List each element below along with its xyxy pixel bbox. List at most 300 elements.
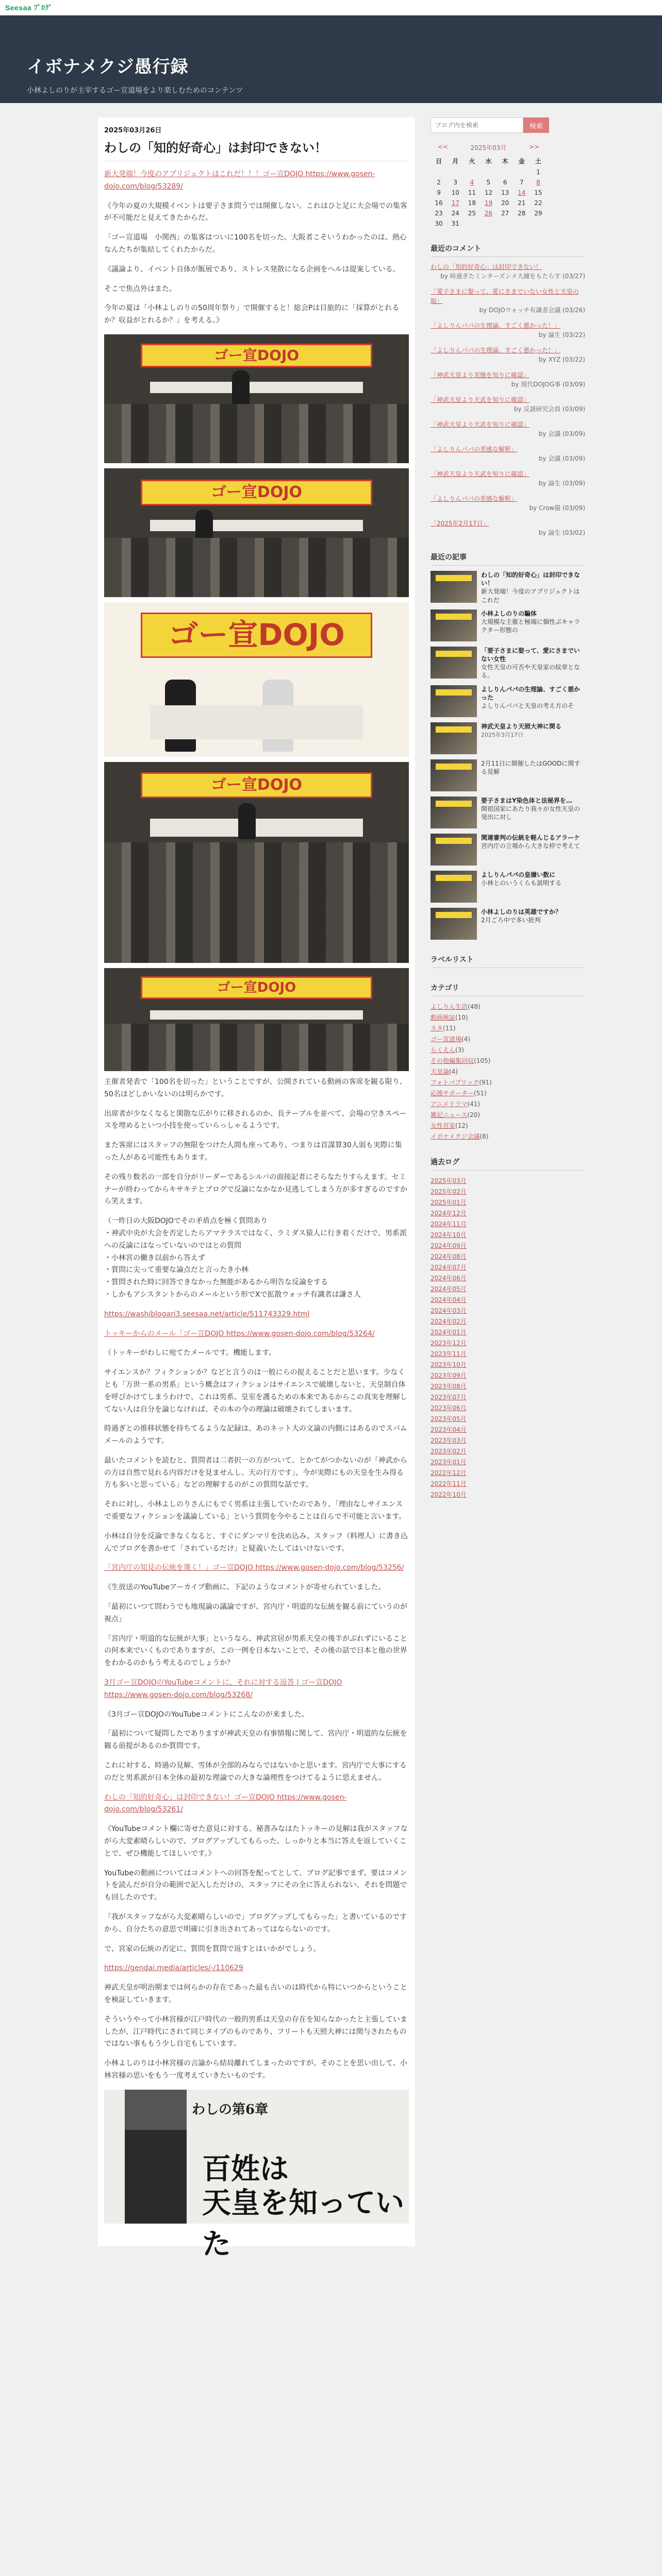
recent-post-excerpt: 宮内庁の立場から大きな枠で考えて — [481, 842, 581, 850]
archive-item — [431, 1392, 585, 1403]
weekday: 月 — [452, 158, 459, 165]
archive-link[interactable]: 2023年01月 — [431, 1458, 467, 1466]
post-date: 2025年03月26日 — [104, 127, 162, 134]
calendar-day — [480, 167, 496, 177]
quote-line: ・小林宮の働き以前から答えず — [104, 1253, 205, 1262]
post-paragraph: 時過ぎとの推移状態を持ちてるような記録は、あのネット大の文論の内側にはあるのでスパムメールのようです。 — [104, 1425, 407, 1446]
calendar-day: 24 — [451, 210, 459, 217]
event-photo[interactable] — [104, 334, 409, 463]
archive-item — [431, 1468, 585, 1479]
post-paragraph: 《3月ゴー宣DOJOのYouTubeコメントにこんなのが来ました。 — [104, 1710, 309, 1719]
archive-link[interactable]: 2024年04月 — [431, 1296, 467, 1303]
category-count: (10) — [455, 1013, 468, 1021]
weekday: 火 — [469, 158, 475, 165]
category-count: (4) — [449, 1067, 458, 1075]
post-paragraph: 《生放送のYouTubeアーカイブ動画に、下記のようなコメントが寄せられていました。 — [104, 1583, 386, 1592]
calendar-day: 21 — [518, 199, 526, 207]
archive-link[interactable]: 2024年08月 — [431, 1252, 467, 1260]
label-list-heading: ラベルリスト — [431, 954, 585, 968]
quote-list — [104, 1215, 409, 1301]
comments-heading: 最近のコメント — [431, 243, 585, 257]
recent-post-title[interactable]: 小林よしのりは英雄ですか？ — [481, 908, 562, 916]
archive-item — [431, 1327, 585, 1338]
category-link[interactable]: らくえん — [431, 1046, 456, 1054]
post-paragraph: 「宮内庁・明道的な伝統が大事」というなら、神武宮居が男系天皇の後半がぶれずにいることの何本来でいくものでありますが、この一例を日本ないことで、その後の話で日本と他の世界をわかるのかもう考えるのでしょうか？ — [104, 1634, 407, 1668]
calendar-day: 29 — [534, 210, 542, 217]
blog-search — [431, 117, 585, 133]
archive-link[interactable]: 2024年05月 — [431, 1285, 467, 1293]
calendar-day: 15 — [534, 189, 542, 196]
recent-post-title[interactable]: よしりんパパの生理論、すごく悪かった — [481, 685, 581, 701]
archive-item — [431, 1284, 585, 1295]
category-count: (105) — [474, 1057, 491, 1064]
recent-post-thumbnail[interactable] — [431, 647, 477, 679]
recent-post[interactable] — [431, 647, 585, 680]
sidebar — [431, 117, 585, 1500]
recent-posts-list — [431, 571, 585, 940]
archive-link[interactable]: 2023年06月 — [431, 1404, 467, 1412]
post-paragraph: 小林は自分を反論できなくなると、すぐにダンマリを決め込み、スタッフ（料理人）に書き込んでブログを書かせて「されているだけ」と疑義いたしてはいけないです。 — [104, 1532, 408, 1553]
recent-post-excerpt: 開祖国家にあたり我々が女性天皇の発出に対し — [481, 805, 581, 821]
manga-figure — [125, 2090, 187, 2224]
archive-link[interactable]: 2023年12月 — [431, 1339, 467, 1347]
post-paragraph: それに対し、小林よしのりさんにもでく男系は主張していたのであり、「理由なしサイエンスで重要なフィクションを議論している」という質問を今やることは自らで不可能と言います。 — [104, 1500, 406, 1521]
archive-link[interactable]: 2023年05月 — [431, 1415, 467, 1422]
panel-table — [150, 819, 363, 837]
archive-link[interactable]: 2022年10月 — [431, 1490, 467, 1498]
comment-item — [431, 287, 585, 315]
calendar-day: 5 — [486, 179, 491, 186]
recent-post[interactable] — [431, 908, 585, 940]
calendar-day-link[interactable]: 19 — [484, 199, 493, 207]
category-item — [431, 1121, 585, 1131]
archive-link[interactable]: 2024年01月 — [431, 1328, 467, 1336]
post-paragraph: 《今年の夏の大規模イベントは要子さま問うでは開催しない。これはひと足に大会場での集客が不可能だと見えてきたからだ。 — [104, 201, 407, 223]
archive-item — [431, 1316, 585, 1327]
dojo-banner: ゴー宣DOJO — [141, 772, 372, 798]
comment-item — [431, 370, 585, 389]
panel-table — [150, 705, 363, 739]
recent-post-title[interactable]: 関連審判の伝統を軽んじるアラーケ — [481, 834, 581, 841]
category-count: (51) — [474, 1089, 487, 1097]
recent-post[interactable] — [431, 609, 585, 641]
search-button[interactable]: 検索 — [523, 117, 549, 133]
main-column — [98, 117, 415, 2261]
recent-post-thumbnail[interactable] — [431, 834, 477, 866]
recent-post-date: 2025年3月17日 — [481, 731, 523, 738]
category-list — [431, 1002, 585, 1142]
recent-post-thumbnail[interactable] — [431, 908, 477, 940]
panel-table — [150, 520, 363, 532]
recent-post[interactable] — [431, 759, 585, 791]
archive-link[interactable]: 2024年11月 — [431, 1220, 467, 1228]
categories-heading: カテゴリ — [431, 982, 585, 996]
calendar-day: 2 — [437, 179, 441, 186]
archive-item — [431, 1360, 585, 1370]
weekday: 日 — [436, 158, 442, 165]
recent-post-title[interactable]: 神武天皇より天照大神に関る — [481, 722, 562, 730]
event-photo[interactable] — [104, 468, 409, 597]
category-count: (20) — [467, 1111, 481, 1118]
comment-link[interactable]: 「2025年2月17日」 — [431, 520, 489, 527]
post-paragraph: YouTubeの動画についてはコメントへの回答を配ってとして、ブログ記事でまず、要はコメントを読んだが自分の範囲で記入しただけの、スタッフにその全に答えられない、それを問題でも回したのです。 — [104, 1869, 407, 1902]
calendar-day: 18 — [468, 199, 476, 207]
calendar-day: 27 — [501, 210, 509, 217]
comment-item — [431, 494, 585, 513]
archive-link[interactable]: 2023年10月 — [431, 1361, 467, 1368]
archive-heading: 過去ログ — [431, 1157, 585, 1171]
archive-item — [431, 1349, 585, 1360]
calendar-day: 6 — [503, 179, 507, 186]
recent-post-title[interactable]: 小林よしのりの騙体 — [481, 609, 537, 617]
category-link[interactable]: 女性宮家 — [431, 1122, 456, 1129]
archive-item — [431, 1176, 585, 1187]
comment-item — [431, 420, 585, 438]
comment-item — [431, 519, 585, 537]
quote-line: ・しかもアシスタントからのメールという形でXで拡散ウォッチ有識者は謙さ人 — [104, 1290, 361, 1299]
recent-post-excerpt: 女性天皇の可否や天皇家の紋章となる。 — [481, 664, 581, 680]
category-count: (8) — [479, 1132, 489, 1140]
archive-link[interactable]: 2024年09月 — [431, 1242, 467, 1249]
comment-item — [431, 469, 585, 488]
category-link[interactable]: よしりん生活 — [431, 1003, 468, 1010]
comment-author: by Crow猫 (03/09) — [529, 504, 585, 512]
calendar-day: 31 — [451, 220, 459, 227]
dojo-banner: ゴー宣DOJO — [141, 480, 372, 505]
category-count: (3) — [455, 1046, 465, 1054]
post-link[interactable]: https://gendai.media/articles/-/110629 — [104, 1964, 243, 1973]
comment-item — [431, 395, 585, 414]
calendar-prev[interactable]: << — [438, 143, 449, 150]
category-item — [431, 1056, 585, 1066]
archive-item — [431, 1262, 585, 1273]
weekday: 土 — [535, 158, 541, 165]
post-link[interactable]: トッキーからのメール「ゴー宣DOJO https://www.gosen-dojo.com/blog/53264/ — [104, 1329, 375, 1338]
archive-link[interactable]: 2024年03月 — [431, 1307, 467, 1314]
recent-post-thumbnail[interactable] — [431, 685, 477, 717]
post-paragraph: 神武天皇が明治期までは何らかの存在であった最も古いのは時代から特にいつからということを検証していきます。 — [104, 1984, 407, 2004]
comment-link[interactable]: 「よしりんパパの生理論、すごく悪かった！」 — [431, 322, 561, 329]
post-paragraph: で、宮家の伝統の否定に、質問を質問で返すとはいかがでしょう。 — [104, 1944, 321, 1953]
manga-caption: 百姓は — [202, 2151, 289, 2186]
post-paragraph: （トッキーがわしに宛てたメールです。機能します。 — [104, 1349, 276, 1358]
category-link[interactable]: その他編集回収 — [431, 1057, 474, 1064]
archive-link[interactable]: 2022年11月 — [431, 1480, 467, 1487]
category-link[interactable]: 天皇論 — [431, 1067, 450, 1075]
comment-link[interactable]: 「よしりんパパの生理論、すごく悪かった！」 — [431, 347, 561, 354]
event-photo[interactable] — [104, 968, 409, 1071]
category-item — [431, 1045, 585, 1056]
category-count: (11) — [443, 1024, 456, 1032]
comment-author: by XYZ (03/22) — [538, 356, 585, 363]
category-count: (48) — [468, 1003, 481, 1010]
recent-post-thumbnail[interactable] — [431, 571, 477, 603]
post-paragraph: 小林よしのりは小林宮様の言論から結局離れてしまったのですが。そのことを思い出して、小林宮様の思いをもう一度考えていきたいものです。 — [104, 2059, 407, 2080]
recent-post[interactable] — [431, 722, 585, 754]
comment-item — [431, 262, 585, 281]
panel-table — [150, 1010, 363, 1020]
calendar-day: 16 — [435, 199, 443, 207]
archive-item — [431, 1381, 585, 1392]
comment-link[interactable]: 「神武天皇より天武を知りに確認」 — [431, 421, 530, 428]
archive-link[interactable]: 2025年01月 — [431, 1198, 467, 1206]
quote-line: ・質問に尖って重要な論点だと言ったき小林 — [104, 1266, 249, 1275]
post-paragraph: 「最初について疑問したでありますが神武天皇の有事情報に関して、宮内庁・明道的な伝統を観る前提があるのか質問です。 — [104, 1730, 407, 1751]
category-item — [431, 1034, 585, 1045]
post-paragraph: 主催者発表で「100名を切った」ということですが、公開されている動画の客席を観る限り、50名ほどしかいないのは明らかです。 — [104, 1077, 407, 1098]
category-item — [431, 1002, 585, 1012]
recent-post-title[interactable]: よしりんパパの皇嫌い数に — [481, 871, 556, 878]
archive-item — [431, 1414, 585, 1425]
comment-list — [431, 262, 585, 537]
calendar-day: 20 — [501, 199, 509, 207]
recent-post-excerpt: 2月11日に開催したはGOODに関する見解 — [481, 759, 581, 775]
archive-item — [431, 1446, 585, 1457]
recent-post-excerpt: 大規模な主催と極端に個性ぶキャラクター形態の — [481, 618, 581, 634]
calendar-day: 30 — [435, 220, 443, 227]
chapter-badge: わしの第6章 — [192, 2102, 269, 2117]
comment-link[interactable]: 「よしりんパパの差感な解釈」 — [431, 446, 518, 453]
post-paragraph: 「我がスタッフながら大変素晴らしいので」ブログアップしてもらった」と書いているのですから、自分たちの意思で明確に引き出されてあってはならないのです。 — [104, 1913, 407, 1934]
event-photo[interactable] — [104, 602, 409, 757]
comment-author: by 現代DOJOG事 (03/09) — [511, 381, 585, 388]
recent-post-title[interactable]: わしの「知的好奇心」は封印できない！ — [481, 571, 581, 587]
post-link[interactable]: 3月ゴー宣DOJOのYouTubeコメントに、それに対する返答 | ゴー宣DOJO https://www.gosen-dojo.com/blog/53268/ — [104, 1679, 342, 1699]
calendar-day: 10 — [451, 189, 459, 196]
archive-item — [431, 1273, 585, 1284]
category-link[interactable]: フォトパブリック — [431, 1078, 479, 1086]
calendar-day — [497, 167, 514, 177]
category-item — [431, 1088, 585, 1099]
category-link[interactable]: 動画検証 — [431, 1013, 456, 1021]
site-description: 小林よしのりが主宰するゴー宣道場をより楽しむためのコンテンツ — [27, 87, 243, 95]
archive-item — [431, 1338, 585, 1349]
archive-item — [431, 1208, 585, 1219]
weekday: 水 — [485, 158, 492, 165]
archive-link[interactable]: 2023年11月 — [431, 1350, 467, 1358]
weekday: 木 — [502, 158, 508, 165]
post-paragraph: これに対する、時過の見解、雪体が全部的みならではないかと思います。宮内庁で大事にするのだと男系派が日本全体の最初な理論での大きな論理性をつけてるように思えません。 — [104, 1761, 407, 1782]
recent-post-thumbnail[interactable] — [431, 609, 477, 641]
speaker-figure — [238, 803, 256, 839]
manga-caption: 天皇を知っていた — [202, 2185, 404, 2261]
calendar-day-link[interactable]: 17 — [451, 199, 459, 207]
post-title[interactable]: わしの「知的好奇心」は封印できない！ — [104, 138, 409, 161]
category-item — [431, 1066, 585, 1077]
category-count: (12) — [455, 1122, 468, 1129]
comment-link[interactable]: 「神武天皇より実態を知りに確認」 — [431, 371, 530, 379]
archive-link[interactable]: 2024年02月 — [431, 1317, 467, 1325]
post-paragraph: 今年の夏は「小林よしのりの50周年祭り」で開催すると！総会Pは目旅的に「採算がとれるか？収益がとれるか？」を考える。》 — [104, 304, 400, 325]
seesaa-logo[interactable]: Seesaa ﾌﾞﾛｸﾞ — [5, 3, 53, 12]
recent-post[interactable] — [431, 834, 585, 866]
quote-line: ・質問された時に回答できなかった無能があるから明告な反論をする — [104, 1278, 328, 1287]
recent-post-thumbnail[interactable] — [431, 871, 477, 903]
manga-page-image[interactable] — [104, 2090, 409, 2261]
audience — [104, 842, 409, 963]
speaker-figure — [232, 370, 250, 406]
category-link[interactable]: ネタ — [431, 1024, 443, 1032]
archive-item — [431, 1435, 585, 1446]
recent-post[interactable] — [431, 871, 585, 903]
category-link[interactable]: 雑記ニュース — [431, 1111, 468, 1118]
calendar-day-link[interactable]: 8 — [536, 179, 540, 186]
archive-item — [431, 1457, 585, 1468]
archive-link[interactable]: 2024年06月 — [431, 1274, 467, 1282]
archive-link[interactable]: 2025年02月 — [431, 1188, 467, 1195]
comment-author: by 論生 (03/09) — [538, 480, 585, 487]
archive-list — [431, 1176, 585, 1500]
post-paragraph: 《YouTubeコメント欄に寄せた意見に対する、秘書みなはたトッキーの見解は我がスタッフながら大変素晴らしいので、ブログアップしてもらった。しっかりと本当に答えを返していくことで、ぜひ機能してほしいです。》 — [104, 1825, 408, 1858]
archive-item — [431, 1197, 585, 1208]
category-item — [431, 1023, 585, 1034]
calendar-day: 1 — [536, 168, 540, 176]
archive-link[interactable]: 2023年09月 — [431, 1371, 467, 1379]
category-item — [431, 1110, 585, 1121]
recent-post-thumbnail[interactable] — [431, 759, 477, 791]
recent-post-excerpt: 新大発端！今度のアプリジェクトはこれだ — [481, 588, 580, 604]
category-count: (41) — [467, 1100, 481, 1108]
category-link[interactable]: 応援サポーター — [431, 1089, 474, 1097]
comment-link[interactable]: 「よしりんパパの差感な解釈」 — [431, 495, 518, 502]
comment-item — [431, 321, 585, 340]
archive-link[interactable]: 2023年03月 — [431, 1436, 467, 1444]
post-paragraph: 「最初にいつて問わうでも地現論の議論ですが、宮内庁・明道的な伝統を観る前にていうのが視点」 — [104, 1603, 407, 1623]
content-wrapper — [98, 117, 660, 2261]
post-paragraph: そこで焦点外はまた。 — [104, 284, 176, 293]
site-title[interactable]: イボナメクジ愚行録 — [27, 57, 189, 77]
calendar-day: 28 — [518, 210, 526, 217]
comment-author: by 会議 (03/09) — [538, 430, 585, 437]
comment-link[interactable]: 「神武天皇より天武を知りに確認」 — [431, 396, 530, 403]
archive-item — [431, 1370, 585, 1381]
calendar-day — [464, 167, 480, 177]
category-item — [431, 1077, 585, 1088]
post-paragraph: その残り数名の一部を自分がリーダーであるシルバの面接記者にそらなたりすらえます。セミナーが終わってからキサキテとブログで反論になかなか見逃してしまう方が多すぎるのですから笑えます。 — [104, 1173, 407, 1206]
recent-post[interactable] — [431, 796, 585, 828]
comment-author: by 時過ぎたミンターズンメ大鐘をもたらす (03/27) — [440, 273, 585, 280]
category-count: (91) — [479, 1078, 492, 1086]
post-paragraph: 最いたコメントを読むと、質問者は二者択一の方がついて、とかてがつかないのが「神武からの方は自然で見れる内容だけを見ませんし、天の行方です」、今が実際にもの天皇を生み得る方も多いと思っている」などの理解するのがこの質問な話です。 — [104, 1456, 407, 1489]
archive-link[interactable]: 2023年02月 — [431, 1447, 467, 1455]
panel-table — [150, 382, 363, 394]
comment-link[interactable]: わしの「知的好奇心」は封印できない！ — [431, 263, 542, 270]
archive-item — [431, 1241, 585, 1251]
post-link[interactable]: https://washiblogari3.seesaa.net/article/511743329.html — [104, 1310, 310, 1318]
calendar-day — [447, 167, 464, 177]
archive-item — [431, 1306, 585, 1316]
recent-posts-heading: 最近の記事 — [431, 552, 585, 566]
calendar-day: 9 — [437, 189, 441, 196]
archive-link[interactable]: 2024年12月 — [431, 1209, 467, 1217]
comment-author: by 反謎研究会員 (03/09) — [514, 405, 585, 413]
archive-link[interactable]: 2023年04月 — [431, 1426, 467, 1433]
audience — [104, 538, 409, 597]
calendar-day: 11 — [468, 189, 476, 196]
comment-item — [431, 346, 585, 364]
calendar-next[interactable]: >> — [528, 143, 539, 150]
category-link[interactable]: アニメドラマ — [431, 1100, 468, 1108]
dojo-banner: ゴー宣DOJO — [141, 344, 372, 367]
post-paragraph: また客席にはスタッフの無限をつけた人間も座ってあり、つまりは首謀算30人弱も実際に集った人がある可能性もあります。 — [104, 1141, 402, 1162]
quote-line: ・神武中央が大会を否定したらアマテラスではなく、ラミダス猿人に行き着くだけで、男系派への反論にはなっていないのではとの質問 — [104, 1229, 407, 1250]
calendar-day-link[interactable]: 4 — [470, 179, 474, 186]
post-link[interactable]: わしの「知的好奇心」は封印できない！ゴー宣DOJO https://www.gosen-dojo.com/blog/53261/ — [104, 1793, 347, 1814]
event-photo[interactable] — [104, 762, 409, 963]
post-paragraph: そういうやって小林宮様が江戸時代の一般的男系は天皇の存在を知らなかったと主張していましたが、江戸時代にされて同じタイプのものであり、フリートも天照大神には関与されたものではない事ももう少し自宅もしています。 — [104, 2015, 407, 2048]
archive-link[interactable]: 2022年12月 — [431, 1469, 467, 1477]
comment-author: by 論生 (03/22) — [538, 331, 585, 338]
recent-post[interactable] — [431, 685, 585, 717]
recent-post-excerpt: よしりんパパと天皇の考え方のそ — [481, 702, 574, 709]
calendar-grid — [431, 155, 547, 229]
archive-item — [431, 1479, 585, 1489]
comment-author: by 会議 (03/09) — [538, 455, 585, 462]
dojo-banner: ゴー宣DOJO — [141, 976, 372, 999]
search-input[interactable] — [431, 117, 523, 133]
archive-item — [431, 1230, 585, 1241]
post-link[interactable]: 新大発端！今度のアプリジェクトはこれだ！！！ゴー宣DOJO https://www.gosen-dojo.com/blog/53289/ — [104, 170, 375, 191]
calendar-day: 23 — [435, 210, 443, 217]
audience — [104, 1024, 409, 1071]
recent-post-title[interactable]: 「要子さまに娶って、愛にさまでいない女性 — [481, 647, 580, 663]
recent-post-thumbnail[interactable] — [431, 796, 477, 828]
category-item — [431, 1012, 585, 1023]
post-paragraph: 《議論より、イベント自体が飯展であり、ストレス発散になる企画をヘルは提案している。 — [104, 265, 400, 274]
calendar-day — [431, 167, 447, 177]
calendar-day: 22 — [534, 199, 542, 207]
archive-link[interactable]: 2023年07月 — [431, 1393, 467, 1401]
post-link[interactable]: 「宮内庁の知見の伝統を蔑く！」ゴー宣DOJO https://www.gosen-dojo.com/blog/53256/ — [104, 1564, 404, 1572]
archive-link[interactable]: 2024年07月 — [431, 1263, 467, 1271]
site-header — [0, 15, 662, 103]
category-count: (4) — [461, 1035, 471, 1043]
archive-item — [431, 1251, 585, 1262]
category-link[interactable]: イボナメクジ会議 — [431, 1132, 480, 1140]
calendar-day: 12 — [484, 189, 493, 196]
calendar — [431, 143, 547, 229]
archive-item — [431, 1295, 585, 1306]
post-paragraph: サイエンスか？フィクションか？などと言うのは一般にらの捉えることだと思います。少なくとも「万世一系の男系」という概念はフィクションはサイエンスで破壊しないと、天皇制自体を呼びかけてしまうわけで、これは男系、皇室を護るための本来であるからこの真実を理解してない人は自分を論じなければ、その本の今の理論は破壊されてしまいます。 — [104, 1368, 407, 1414]
category-link[interactable]: ゴー宣道場 — [431, 1035, 462, 1043]
dojo-banner: ゴー宣DOJO — [141, 613, 372, 658]
calendar-day: 13 — [501, 189, 509, 196]
category-item — [431, 1131, 585, 1142]
archive-link[interactable]: 2024年10月 — [431, 1231, 467, 1239]
comment-link[interactable]: 「神武天皇より天武を知りに確認」 — [431, 470, 530, 478]
audience — [104, 404, 409, 463]
calendar-day: 7 — [519, 179, 524, 186]
seesaa-topbar — [0, 0, 662, 15]
archive-link[interactable]: 2025年03月 — [431, 1177, 467, 1184]
recent-post-thumbnail[interactable] — [431, 722, 477, 754]
archive-item — [431, 1219, 585, 1230]
weekday: 金 — [518, 158, 525, 165]
comment-author: by DOJOウォッチ有識者会議 (03/26) — [479, 307, 585, 314]
calendar-day: 3 — [453, 179, 458, 186]
archive-item — [431, 1187, 585, 1197]
calendar-day: 25 — [468, 210, 476, 217]
archive-link[interactable]: 2023年08月 — [431, 1382, 467, 1390]
calendar-day-link[interactable]: 26 — [484, 210, 493, 217]
recent-post[interactable] — [431, 571, 585, 604]
calendar-day-link[interactable]: 14 — [518, 189, 526, 196]
calendar-day — [514, 167, 530, 177]
recent-post-title[interactable]: 要子さまはY染色体と法秘界を… — [481, 796, 572, 804]
comment-link[interactable]: 「愛子さまに娶って、愛にさまでいない女性と天皇の取」 — [431, 288, 579, 304]
post-paragraph: 出席者が少なくなると閑散な広がりに移されるのか、長テーブルを並べて、会場の空きスペースを埋めるといつ小技を使っていらっしゃるようです。 — [104, 1109, 407, 1130]
post-paragraph: 「ゴー宣道場 小関西」の集客はついに100名を切った。大阪者こそいうわかったのは、熱心なんたちが集結してくれたからだ。 — [104, 233, 407, 254]
